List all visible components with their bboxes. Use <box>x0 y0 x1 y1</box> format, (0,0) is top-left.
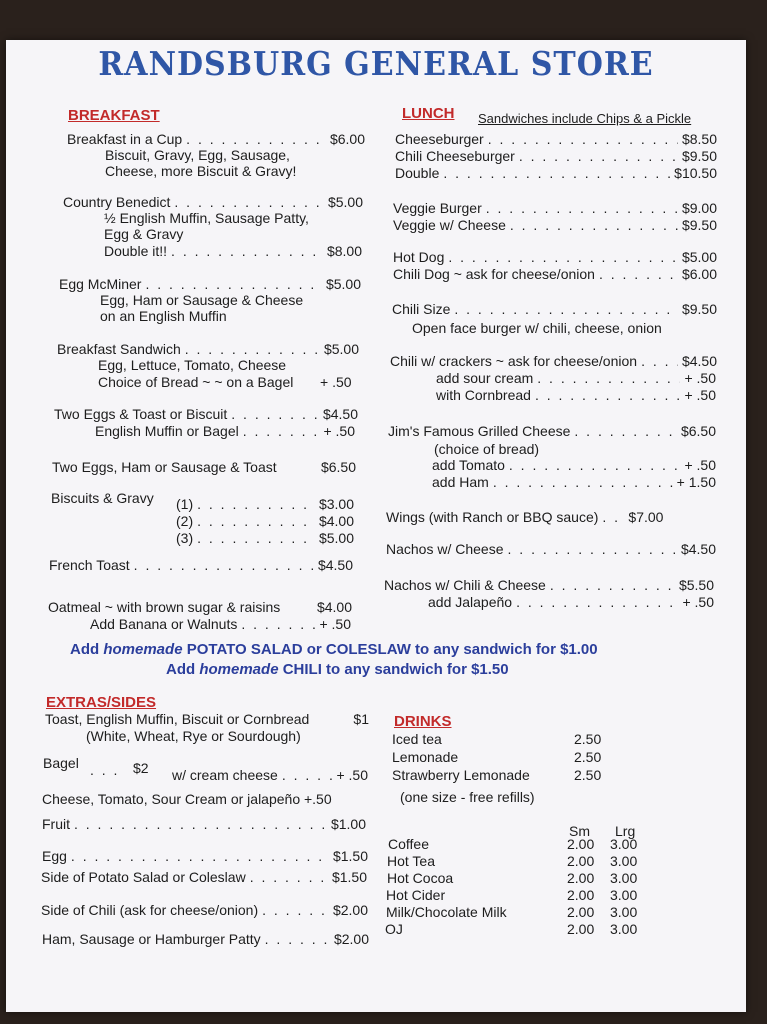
item-price: $1.50 <box>332 848 368 864</box>
menu-item <box>176 496 354 513</box>
item-name: Side of Chili (ask for cheese/onion) <box>41 902 259 918</box>
menu-item <box>393 266 717 283</box>
item-price: $2.00 <box>332 902 368 918</box>
item-desc: Egg, Ham or Sausage & Cheese <box>100 292 304 308</box>
item-desc: Open face burger w/ chili, cheese, onion <box>412 320 662 336</box>
menu-item <box>176 530 354 547</box>
menu-item <box>395 165 717 182</box>
item-name: Nachos w/ Chili & Cheese <box>384 577 546 593</box>
drink-price-sm: 2.00 <box>567 904 595 920</box>
lunch-note: Sandwiches include Chips & a Pickle <box>478 111 692 126</box>
promo-homemade: homemade <box>103 641 183 658</box>
drink-name: OJ <box>385 921 403 937</box>
item-name: with Cornbread <box>436 387 531 403</box>
item-price: $5.50 <box>678 577 714 593</box>
item-option: (1) <box>176 496 194 512</box>
item-name: Chili Cheeseburger <box>395 148 515 164</box>
menu-item <box>395 148 717 165</box>
menu-item <box>172 767 368 784</box>
item-price: $8.00 <box>326 243 362 259</box>
menu-item <box>393 217 717 234</box>
item-price: $9.50 <box>681 148 717 164</box>
item-desc: (White, Wheat, Rye or Sourdough) <box>86 728 301 744</box>
item-name: Country Benedict <box>63 194 171 210</box>
item-name: Double it!! <box>104 243 168 259</box>
item-price: $4.00 <box>316 599 352 615</box>
drink-name: Milk/Chocolate Milk <box>386 904 507 920</box>
menu-item <box>42 931 369 948</box>
menu-item <box>45 711 369 728</box>
menu-item <box>393 249 717 266</box>
menu-item <box>42 816 366 833</box>
drink-price-lrg: 3.00 <box>610 904 638 920</box>
item-name: add sour cream <box>436 370 534 386</box>
item-name: Two Eggs, Ham or Sausage & Toast <box>52 459 277 475</box>
menu-item <box>54 406 358 423</box>
extras-heading: EXTRAS/SIDES <box>46 694 157 711</box>
drink-price-lrg: 3.00 <box>610 836 638 852</box>
item-name: Oatmeal ~ with brown sugar & raisins <box>48 599 281 615</box>
item-name: Veggie w/ Cheese <box>393 217 506 233</box>
item-price: $5.00 <box>325 276 361 292</box>
item-price: $9.00 <box>681 200 717 216</box>
drink-price-sm: 2.00 <box>567 836 595 852</box>
item-price: $2 <box>133 760 149 776</box>
menu-item <box>41 902 368 919</box>
item-name: Bagel <box>43 755 79 771</box>
refill-note: (one size - free refills) <box>400 789 535 805</box>
item-price: $6.00 <box>329 131 365 147</box>
drink-price: 2.50 <box>574 767 602 783</box>
item-price: $6.50 <box>320 459 356 475</box>
item-desc: Egg, Lettuce, Tomato, Cheese <box>98 357 287 373</box>
drink-price-sm: 2.00 <box>567 887 595 903</box>
item-price: $5.00 <box>318 530 354 546</box>
item-name: Breakfast Sandwich <box>57 341 181 357</box>
item-name: Cheeseburger <box>395 131 484 147</box>
menu-item <box>436 370 716 387</box>
item-price: + 1.50 <box>676 474 716 490</box>
item-name: Chili Size <box>392 301 451 317</box>
promo-text: POTATO SALAD or COLESLAW to any sandwich for $1.00 <box>186 641 598 658</box>
dots: . . . <box>90 762 120 778</box>
item-name: French Toast <box>49 557 130 573</box>
item-price: + .50 <box>684 370 716 386</box>
menu-item <box>388 423 716 440</box>
menu-sheet <box>6 40 746 1012</box>
item-price: $1.50 <box>331 869 367 885</box>
menu-item <box>57 341 359 358</box>
drink-price-sm: 2.00 <box>567 853 595 869</box>
item-price: + .50 <box>320 374 352 390</box>
item-name: Egg <box>42 848 67 864</box>
drink-price-sm: 2.00 <box>567 870 595 886</box>
item-name: add Tomato <box>432 457 505 473</box>
menu-item <box>432 474 716 491</box>
item-name: Fruit <box>42 816 70 832</box>
item-name: Egg McMiner <box>59 276 142 292</box>
item-desc: Choice of Bread ~ ~ on a Bagel <box>98 374 294 390</box>
item-price: $4.50 <box>681 353 717 369</box>
drink-name: Iced tea <box>392 731 442 747</box>
promo-homemade: homemade <box>199 661 279 678</box>
item-name: Nachos w/ Cheese <box>386 541 504 557</box>
breakfast-heading: BREAKFAST <box>68 107 160 124</box>
menu-item <box>52 459 356 476</box>
menu-item <box>49 557 353 574</box>
item-name: English Muffin or Bagel <box>95 423 239 439</box>
item-price: $4.50 <box>322 406 358 422</box>
drink-price-lrg: 3.00 <box>610 887 638 903</box>
item-price: + .50 <box>323 423 355 439</box>
item-name: Toast, English Muffin, Biscuit or Cornbread <box>45 711 310 727</box>
item-name: Veggie Burger <box>393 200 482 216</box>
item-desc: Egg & Gravy <box>104 226 184 242</box>
item-price: $5.00 <box>323 341 359 357</box>
menu-item <box>386 541 716 558</box>
item-name: Chili Dog ~ ask for cheese/onion <box>393 266 595 282</box>
promo-line-2 <box>166 661 509 678</box>
menu-item <box>63 194 363 211</box>
item-name: Ham, Sausage or Hamburger Patty <box>42 931 261 947</box>
store-title: RANDSBURG GENERAL STORE <box>98 45 654 84</box>
menu-item <box>393 200 717 217</box>
drink-price-lrg: 3.00 <box>610 921 638 937</box>
menu-item <box>384 577 714 594</box>
item-desc: on an English Muffin <box>100 308 227 324</box>
item-name: Chili w/ crackers ~ ask for cheese/onion <box>390 353 638 369</box>
item-price: $7.00 <box>628 509 664 525</box>
item-price: $4.50 <box>680 541 716 557</box>
col-lrg: Lrg <box>615 823 636 839</box>
drink-name: Lemonade <box>392 749 459 765</box>
item-price: $6.00 <box>681 266 717 282</box>
item-price: $3.00 <box>318 496 354 512</box>
menu-item <box>59 276 361 293</box>
item-name: Wings (with Ranch or BBQ sauce) <box>386 509 599 525</box>
menu-item <box>395 131 717 148</box>
item-price: + .50 <box>336 767 368 783</box>
item-price: $4.00 <box>318 513 354 529</box>
item-price: $8.50 <box>681 131 717 147</box>
menu-item <box>95 423 355 440</box>
drink-price-lrg: 3.00 <box>610 853 638 869</box>
menu-item <box>90 616 351 633</box>
menu-item <box>392 301 717 318</box>
item-name: Two Eggs & Toast or Biscuit <box>54 406 228 422</box>
item-name: Breakfast in a Cup <box>67 131 183 147</box>
item-name: Hot Dog <box>393 249 445 265</box>
promo-add: Add <box>166 661 196 678</box>
item-name: Jim's Famous Grilled Cheese <box>388 423 571 439</box>
drink-name: Hot Cider <box>386 887 446 903</box>
drink-price-lrg: 3.00 <box>610 870 638 886</box>
item-price: + .50 <box>684 457 716 473</box>
drink-name: Coffee <box>388 836 429 852</box>
menu-item <box>41 869 367 886</box>
item-desc: (choice of bread) <box>434 441 540 457</box>
drinks-heading: DRINKS <box>394 713 452 730</box>
item-name: Biscuits & Gravy <box>51 490 154 506</box>
item-price: + .50 <box>684 387 716 403</box>
promo-text: CHILI to any sandwich for $1.50 <box>282 661 509 678</box>
drink-name: Hot Cocoa <box>387 870 454 886</box>
menu-item <box>432 457 716 474</box>
item-price: + .50 <box>682 594 714 610</box>
item-price: $10.50 <box>674 165 717 181</box>
item-desc: ½ English Muffin, Sausage Patty, <box>104 210 309 226</box>
drink-name: Hot Tea <box>387 853 435 869</box>
promo-line-1 <box>70 641 598 658</box>
item-name: add Ham <box>432 474 489 490</box>
item-name: Double <box>395 165 440 181</box>
menu-item <box>42 848 368 865</box>
item-desc: Biscuit, Gravy, Egg, Sausage, <box>105 147 290 163</box>
drink-price: 2.50 <box>574 749 602 765</box>
menu-item <box>436 387 716 404</box>
menu-item <box>390 353 717 370</box>
menu-item <box>386 509 716 526</box>
lunch-heading: LUNCH <box>402 105 455 122</box>
item-name: w/ cream cheese <box>172 767 278 783</box>
item-price: $9.50 <box>681 301 717 317</box>
item-price: + .50 <box>319 616 351 632</box>
item-price: $1.00 <box>330 816 366 832</box>
item-price: $2.00 <box>333 931 369 947</box>
drink-price: 2.50 <box>574 731 602 747</box>
item-price: $4.50 <box>317 557 353 573</box>
item-price: $5.00 <box>327 194 363 210</box>
item-price: $1 <box>353 711 369 727</box>
item-name: Cheese, Tomato, Sour Cream or jalapeño +.50 <box>42 791 332 807</box>
item-price: $9.50 <box>681 217 717 233</box>
menu-item <box>67 131 365 148</box>
item-name: Side of Potato Salad or Coleslaw <box>41 869 246 885</box>
item-option: (3) <box>176 530 194 546</box>
menu-item <box>48 599 352 616</box>
item-price: $5.00 <box>681 249 717 265</box>
menu-item <box>428 594 714 611</box>
item-name: add Jalapeño <box>428 594 513 610</box>
promo-add: Add <box>70 641 100 658</box>
drink-price-sm: 2.00 <box>567 921 595 937</box>
item-option: (2) <box>176 513 194 529</box>
drink-name: Strawberry Lemonade <box>392 767 530 783</box>
item-desc: Cheese, more Biscuit & Gravy! <box>105 163 297 179</box>
menu-item <box>104 243 362 260</box>
item-price: $6.50 <box>680 423 716 439</box>
item-name: Add Banana or Walnuts <box>90 616 238 632</box>
menu-item <box>176 513 354 530</box>
col-sm: Sm <box>569 823 590 839</box>
